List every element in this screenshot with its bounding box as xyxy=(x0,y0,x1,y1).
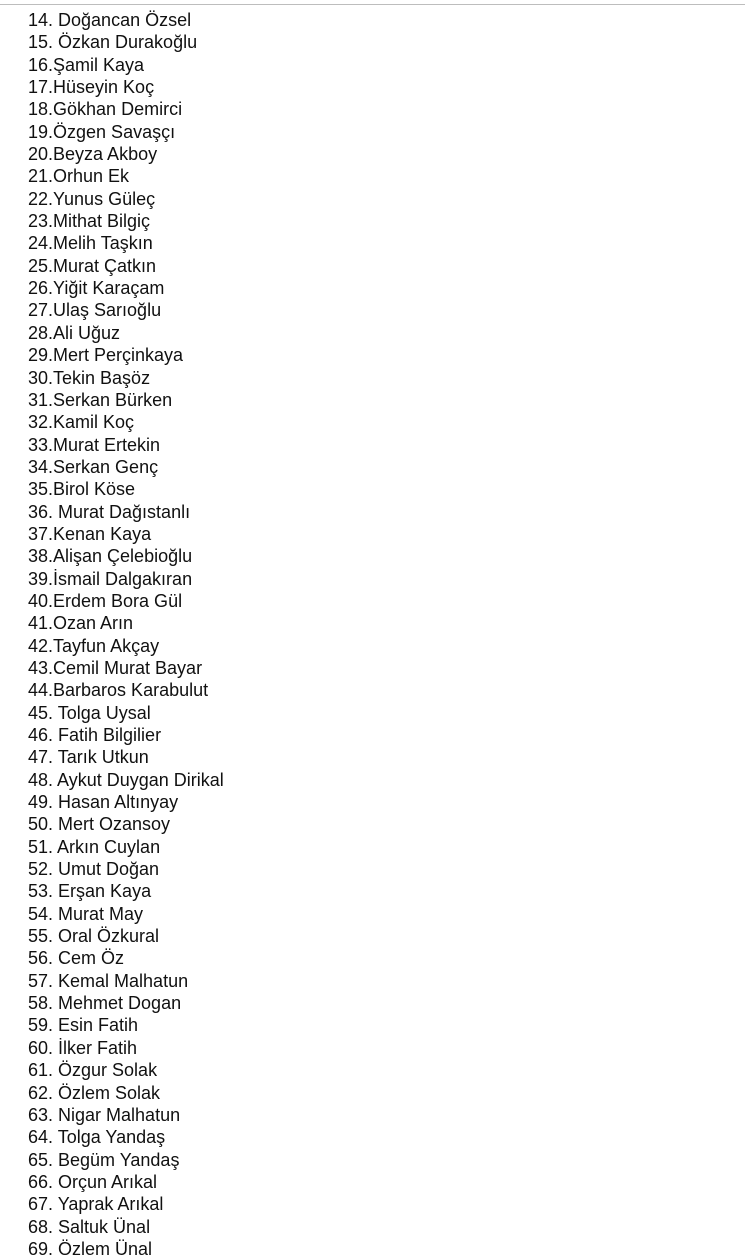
list-item: 36. Murat Dağıstanlı xyxy=(28,501,191,522)
list-item: 20.Beyza Akboy xyxy=(28,144,158,165)
list-item: 61. Özgur Solak xyxy=(28,1060,158,1081)
list-item: 68. Saltuk Ünal xyxy=(28,1216,151,1237)
list-item: 51. Arkın Cuylan xyxy=(28,836,161,857)
list-item: 50. Mert Ozansoy xyxy=(28,814,171,835)
list-item: 35.Birol Köse xyxy=(28,479,136,500)
list-item: 24.Melih Taşkın xyxy=(28,233,153,254)
list-item: 43.Cemil Murat Bayar xyxy=(28,657,203,678)
name-list xyxy=(28,9,224,1260)
list-item: 38.Alişan Çelebioğlu xyxy=(28,546,193,567)
list-item: 40.Erdem Bora Gül xyxy=(28,590,183,611)
list-item: 14. Doğancan Özsel xyxy=(28,10,192,30)
list-item: 42.Tayfun Akçay xyxy=(28,635,160,656)
list-item: 52. Umut Doğan xyxy=(28,859,160,880)
list-item: 21.Orhun Ek xyxy=(28,166,130,187)
list-item: 22.Yunus Güleç xyxy=(28,188,156,209)
list-item: 69. Özlem Ünal xyxy=(28,1238,153,1259)
list-item: 64. Tolga Yandaş xyxy=(28,1127,166,1148)
list-item: 47. Tarık Utkun xyxy=(28,747,149,768)
list-item: 58. Mehmet Dogan xyxy=(28,993,182,1014)
list-item: 55. Oral Özkural xyxy=(28,926,160,947)
top-divider xyxy=(0,4,745,5)
list-item: 56. Cem Öz xyxy=(28,948,125,969)
list-item: 59. Esin Fatih xyxy=(28,1015,139,1036)
list-item: 18.Gökhan Demirci xyxy=(28,99,183,120)
list-item: 65. Begüm Yandaş xyxy=(28,1149,180,1170)
list-item: 34.Serkan Genç xyxy=(28,456,159,477)
list-item: 48. Aykut Duygan Dirikal xyxy=(28,769,224,790)
list-item: 37.Kenan Kaya xyxy=(28,523,152,544)
list-item: 26.Yiğit Karaçam xyxy=(28,278,165,299)
list-item: 32.Kamil Koç xyxy=(28,412,135,433)
list-item: 53. Erşan Kaya xyxy=(28,881,152,902)
list-item: 17.Hüseyin Koç xyxy=(28,77,155,98)
list-item: 63. Nigar Malhatun xyxy=(28,1104,181,1125)
list-item: 23.Mithat Bilgiç xyxy=(28,211,151,232)
list-item: 27.Ulaş Sarıoğlu xyxy=(28,300,162,321)
list-item: 29.Mert Perçinkaya xyxy=(28,345,184,366)
list-item: 46. Fatih Bilgilier xyxy=(28,725,162,745)
list-item: 39.İsmail Dalgakıran xyxy=(28,568,193,589)
list-item: 62. Özlem Solak xyxy=(28,1082,161,1103)
list-item: 67. Yaprak Arıkal xyxy=(28,1194,164,1215)
list-item: 16.Şamil Kaya xyxy=(28,54,145,75)
list-item: 44.Barbaros Karabulut xyxy=(28,680,209,701)
list-item: 30.Tekin Başöz xyxy=(28,367,151,388)
list-item: 45. Tolga Uysal xyxy=(28,702,151,723)
list-item: 33.Murat Ertekin xyxy=(28,434,161,455)
list-item: 28.Ali Uğuz xyxy=(28,322,121,343)
list-item: 54. Murat May xyxy=(28,903,144,924)
list-item: 66. Orçun Arıkal xyxy=(28,1171,158,1192)
list-item: 31.Serkan Bürken xyxy=(28,389,173,410)
list-item: 41.Ozan Arın xyxy=(28,613,134,634)
list-item: 19.Özgen Savaşçı xyxy=(28,121,176,142)
list-item: 25.Murat Çatkın xyxy=(28,255,157,276)
list-item: 49. Hasan Altınyay xyxy=(28,792,179,813)
list-item: 60. İlker Fatih xyxy=(28,1037,138,1058)
cut-off-previous-line xyxy=(28,0,168,2)
list-item: 57. Kemal Malhatun xyxy=(28,970,189,991)
list-item: 15. Özkan Durakoğlu xyxy=(28,32,198,53)
